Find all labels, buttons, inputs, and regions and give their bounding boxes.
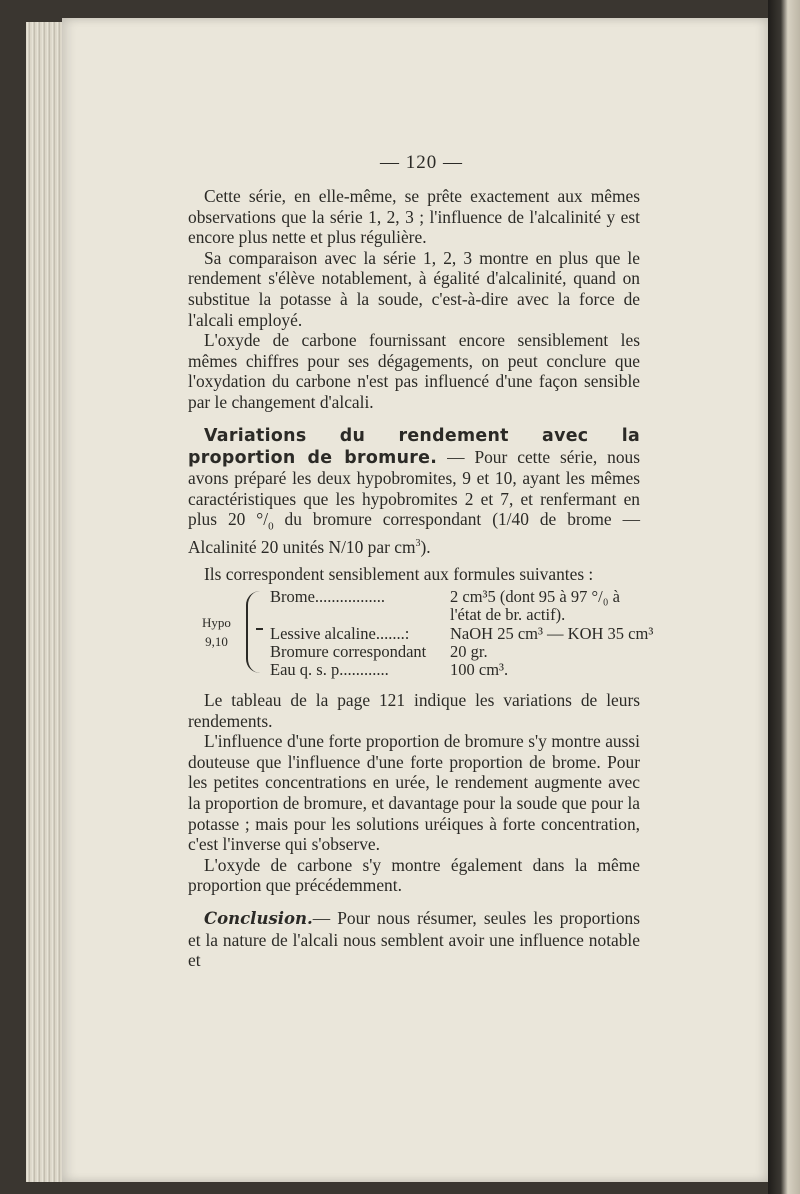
section-text-3: ). <box>420 537 431 558</box>
formula-name: Bromure correspondant <box>270 642 427 661</box>
formula-row <box>270 660 508 680</box>
section-heading: Variations du rendement avec la proportion de bromure. <box>188 426 640 468</box>
formula-name: Lessive alcaline.......: <box>270 624 410 643</box>
conclusion-label: Conclusion. <box>204 908 313 928</box>
formulas-intro: Ils correspondent sensiblement aux formules suivantes : <box>204 564 594 585</box>
formula-row <box>270 587 620 607</box>
unit-superscript: 3 <box>415 538 421 550</box>
formula-block <box>190 587 654 679</box>
top-paragraphs <box>188 186 640 413</box>
section-text-2: du bromure correspondant (1/40 de brome — Alcalinité 20 unités N/10 par cm <box>188 509 640 558</box>
formula-value: 20 gr. <box>450 642 488 661</box>
formula-label-line: 9,10 <box>205 634 228 649</box>
formula-row <box>270 624 653 644</box>
brace-tip <box>256 628 263 630</box>
formula-label-line: Hypo <box>202 615 231 630</box>
paragraph: L'oxyde de carbone fournissant encore sensiblement les mêmes chiffres pour ses dégagements, on peut conclure que l'oxydation du carbone n'est pas influencé d'une façon sensible par le changement d'alcali. <box>188 330 640 412</box>
book-spine-right <box>768 0 800 1194</box>
paragraph: L'influence d'une forte proportion de bromure s'y montre aussi douteuse que l'influence d'une forte proportion de brome. Pour les petites concentrations en urée, le rendement augmente avec la proportion de bromure, et davantage pour la soude que pour la potasse ; mais pour les solutions uréiques à forte concentration, c'est l'inverse qui s'observe. <box>188 731 640 855</box>
percent-sub: 0 <box>268 520 274 533</box>
paragraph: L'oxyde de carbone s'y montre également dans la même proportion que précédemment. <box>188 854 640 896</box>
bottom-paragraphs <box>188 690 640 971</box>
formula-value: 100 cm³. <box>450 660 509 679</box>
percent-sign: °/ <box>256 509 269 530</box>
formula-name: Eau q. s. p............ <box>270 660 389 679</box>
conclusion-text: — Pour nous résumer, seules les proportions et la nature de l'alcali nous semblent avoir une influence notable et <box>188 907 640 971</box>
formula-label <box>202 613 231 651</box>
formula-row <box>270 605 565 625</box>
section-paragraph <box>188 425 640 558</box>
formula-value: l'état de br. actif). <box>450 605 566 624</box>
formula-value: 2 cm³5 (dont 95 à 97 °/₀ à <box>450 587 620 606</box>
formula-row <box>270 642 488 662</box>
section-text-1: — Pour cette série, nous avons préparé les deux hypobromites, 9 et 10, ayant les mêmes caractéristiques que les hypobromites 2 et 7, et renfermant en plus 20 <box>188 446 640 530</box>
conclusion-paragraph <box>188 908 640 971</box>
section-bromure <box>188 425 640 585</box>
brace-icon <box>246 591 264 673</box>
page-number: — 120 — <box>380 152 463 173</box>
paragraph: Le tableau de la page 121 indique les variations de leurs rendements. <box>188 690 640 731</box>
formula-name: Brome................. <box>270 587 386 606</box>
formula-value: NaOH 25 cm³ — KOH 35 cm³ <box>450 624 654 643</box>
paragraph: Sa comparaison avec la série 1, 2, 3 montre en plus que le rendement s'élève notablement, à égalité d'alcalinité, quand on substitue la potasse à la soude, c'est-à-dire avec la force de l'alcali employé. <box>188 247 640 330</box>
paragraph: Cette série, en elle-même, se prête exactement aux mêmes observations que la série 1, 2, 3 ; l'influence de l'alcalinité y est encore plus nette et plus régulière. <box>188 186 640 248</box>
